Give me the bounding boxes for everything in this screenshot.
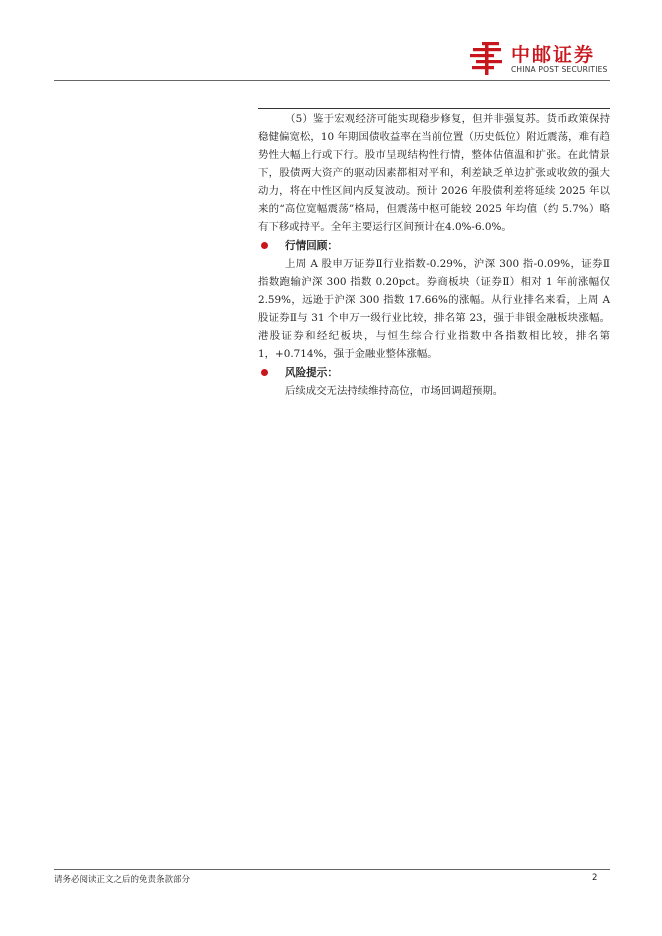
market-review-paragraph: 上周 A 股申万证券Ⅱ行业指数-0.29%，沪深 300 指-0.09%，证券Ⅱ指数跑输沪深 300 指数 0.20pct。券商板块（证券Ⅱ）相对 1 年前涨幅仅 2.59%，远逊于沪深 300 指数 17.66%的涨幅。从行业排名来看，上周 A 股证券Ⅱ与 31 个申万一级行业比较，排名第 23，强于非银金融板块涨幅。港股证券和经纪板块，与恒生综合行业指数中各指数相比较，排名第 1，+0.714%，强于金融业整体涨幅。 — [258, 258, 610, 360]
footer-disclaimer: 请务必阅读正文之后的免责条款部分 — [54, 875, 191, 885]
logo-chinese-name: 中邮证券 — [511, 44, 596, 66]
intro-paragraph: （5）鉴于宏观经济可能实现稳步修复，但并非强复苏。货币政策保持稳健偏宽松，10 年期国债收益率在当前位置（历史低位）附近震荡，难有趋势性大幅上行或下行。股市呈现结构性行情，整体估值温和扩张。在此情景下，股债两大资产的驱动因素都相对平和，利差缺乏单边扩张或收敛的强大动力，将在中性区间内反复波动。预计 2026 年股债利差将延续 2025 年以来的“高位宽幅震荡”格局，但震荡中枢可能较 2025 年均值（约 5.7%）略有下移或持平。全年主要运行区间预计在4.0%-6.0%。 — [258, 113, 610, 233]
content-top-divider — [258, 108, 610, 109]
bullet-dot-icon — [261, 242, 268, 249]
section-title: 行情回顾： — [285, 240, 338, 252]
section-title: 风险提示： — [285, 367, 338, 379]
main-content — [258, 110, 610, 400]
section-heading-market-review — [258, 237, 610, 255]
page-number: 2 — [592, 873, 598, 883]
header-divider — [54, 80, 610, 81]
china-post-logo-icon — [468, 40, 506, 76]
logo-english-name: CHINA POST SECURITIES — [511, 65, 608, 74]
company-logo — [468, 40, 618, 76]
bullet-dot-icon — [261, 369, 268, 376]
risk-warning-paragraph: 后续成交无法持续维持高位，市场回调超预期。 — [285, 385, 504, 397]
section-heading-risk-warning — [258, 364, 610, 382]
footer-divider — [54, 869, 610, 870]
